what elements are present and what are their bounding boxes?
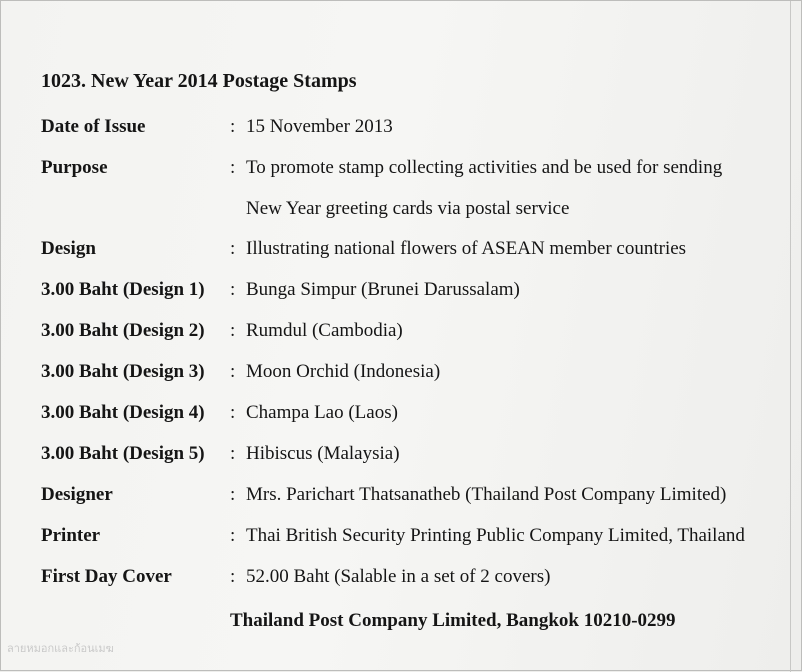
field-value: 52.00 Baht (Salable in a set of 2 covers) bbox=[246, 566, 551, 587]
field-value: Illustrating national flowers of ASEAN member countries bbox=[246, 238, 687, 259]
field-value: Moon Orchid (Indonesia) bbox=[246, 361, 441, 382]
field-colon: : bbox=[230, 443, 236, 464]
field-value: To promote stamp collecting activities and be used for sending bbox=[246, 157, 723, 178]
watermark-text: ลายหมอกและก้อนเมฆ bbox=[7, 642, 114, 655]
field-colon: : bbox=[230, 402, 236, 423]
field-value: Bunga Simpur (Brunei Darussalam) bbox=[246, 279, 520, 300]
field-label: 3.00 Baht (Design 5) bbox=[41, 443, 205, 464]
field-colon: : bbox=[230, 157, 236, 178]
field-colon: : bbox=[230, 525, 236, 546]
field-colon: : bbox=[230, 279, 236, 300]
field-label: First Day Cover bbox=[41, 566, 172, 587]
field-label: 3.00 Baht (Design 4) bbox=[41, 402, 205, 423]
field-value: Hibiscus (Malaysia) bbox=[246, 443, 400, 464]
field-colon: : bbox=[230, 238, 236, 259]
field-value: Thai British Security Printing Public Company Limited, Thailand bbox=[246, 525, 745, 546]
field-colon: : bbox=[230, 484, 236, 505]
field-value: 15 November 2013 bbox=[246, 116, 393, 137]
field-label: Design bbox=[41, 238, 96, 259]
document-title: 1023. New Year 2014 Postage Stamps bbox=[41, 70, 357, 92]
publisher-footer: Thailand Post Company Limited, Bangkok 10210-0299 bbox=[230, 610, 676, 631]
field-label: 3.00 Baht (Design 1) bbox=[41, 279, 205, 300]
field-label: Printer bbox=[41, 525, 101, 546]
page-edge-line bbox=[790, 1, 791, 672]
field-label: 3.00 Baht (Design 2) bbox=[41, 320, 205, 341]
field-label: 3.00 Baht (Design 3) bbox=[41, 361, 205, 382]
field-label: Date of Issue bbox=[41, 116, 146, 137]
field-label: Designer bbox=[41, 484, 113, 505]
field-value: Mrs. Parichart Thatsanatheb (Thailand Post Company Limited) bbox=[246, 484, 727, 505]
field-value: New Year greeting cards via postal service bbox=[246, 198, 570, 219]
field-label: Purpose bbox=[41, 157, 108, 178]
field-value: Champa Lao (Laos) bbox=[246, 402, 398, 423]
field-value: Rumdul (Cambodia) bbox=[246, 320, 403, 341]
field-colon: : bbox=[230, 116, 236, 137]
field-colon: : bbox=[230, 320, 236, 341]
field-colon: : bbox=[230, 361, 236, 382]
field-colon: : bbox=[230, 566, 236, 587]
